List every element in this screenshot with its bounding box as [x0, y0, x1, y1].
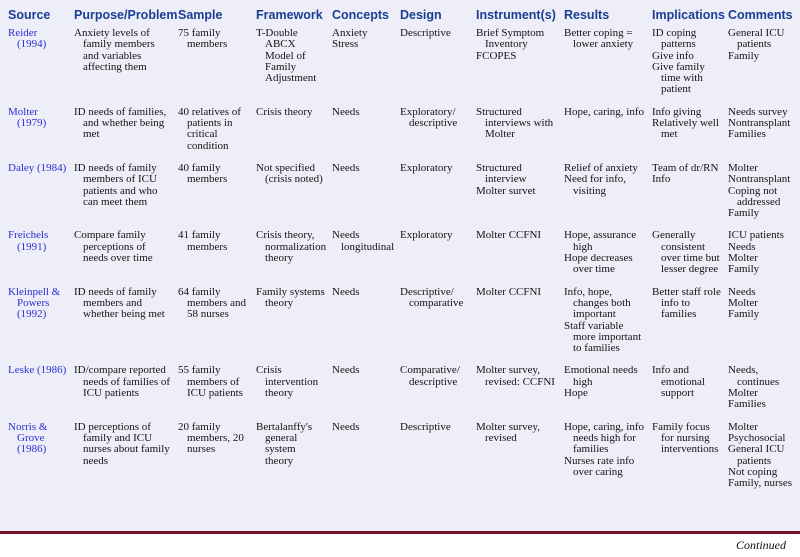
cell-purpose [74, 162, 178, 229]
cell-item: 55 family members of ICU patients [178, 364, 243, 400]
table-row [8, 229, 800, 285]
cell-item: Molter CCFNI [476, 229, 542, 242]
cell-results [564, 229, 652, 285]
cell-item: Needs longitudinal [332, 229, 395, 253]
cell-item: Needs, continues [728, 364, 780, 388]
cell-design [400, 364, 476, 420]
cell-source [8, 421, 74, 500]
cell-source [8, 364, 74, 420]
cell-item: Generally consistent over time but lesser degree [652, 229, 720, 276]
cell-framework [256, 27, 332, 106]
table-row [8, 162, 800, 229]
cell-item: Family focus for nursing interventions [652, 420, 719, 456]
cell-item: Team of dr/RN [652, 161, 719, 174]
cell-item: Molter CCFNI [476, 285, 542, 298]
source-citation-link[interactable]: Freichels (1991) [8, 229, 49, 253]
cell-instruments [476, 286, 564, 365]
cell-item: Better staff role info to families [652, 285, 721, 321]
cell-design [400, 286, 476, 365]
cell-design [400, 106, 476, 162]
cell-item: Needs [332, 105, 360, 118]
cell-comments [728, 27, 800, 106]
cell-item: Descriptive [400, 420, 451, 433]
cell-item: Descriptive/​comparative [400, 285, 464, 309]
cell-item: General ICU patients [728, 443, 785, 467]
cell-comments [728, 286, 800, 365]
cell-item: General ICU patients [728, 27, 785, 51]
cell-instruments [476, 27, 564, 106]
cell-item: Descriptive [400, 27, 451, 39]
cell-purpose [74, 229, 178, 285]
cell-item: Hope, caring, info needs high for families [564, 420, 645, 456]
cell-item: Family systems theory [256, 285, 325, 309]
column-header-source: Source [8, 8, 51, 22]
cell-item: Structured interview [476, 161, 527, 186]
cell-item: Nurses rate info over caring [564, 454, 635, 478]
cell-item: Brief Symptom Inventory [476, 27, 545, 51]
cell-item: 64 family members and 58 nurses [178, 285, 246, 321]
cell-implications [652, 421, 728, 500]
cell-item: Info giving [652, 105, 702, 118]
cell-item: Family [728, 308, 760, 321]
literature-review-table [8, 8, 800, 499]
cell-item: Molter [728, 161, 758, 174]
cell-item: Info [652, 173, 671, 186]
cell-item: Stress [332, 38, 359, 51]
cell-item: Anxiety levels of family members and variables affecting them [74, 27, 155, 73]
cell-item: Exploratory [400, 161, 453, 174]
cell-results [564, 364, 652, 420]
cell-item: Exploratory [400, 229, 453, 242]
cell-item: Bertalanffy's general system theory [256, 420, 313, 467]
cell-item: Psychosocial [728, 431, 786, 444]
cell-concepts [332, 364, 400, 420]
cell-sample [178, 106, 256, 162]
cell-item: Family [728, 49, 760, 62]
cell-item: Families [728, 398, 766, 411]
cell-item: Crisis theory [256, 105, 313, 118]
column-header-comments: Comments [728, 8, 793, 22]
table-row [8, 286, 800, 365]
cell-sample [178, 162, 256, 229]
column-header-instruments: Instrument(s) [476, 8, 556, 22]
cell-item: Needs [332, 161, 360, 174]
cell-item: Molter survey, revised [476, 420, 541, 444]
cell-item: Family, nurses [728, 477, 793, 490]
cell-item: Compare family perceptions of needs over time [74, 229, 153, 265]
cell-results [564, 106, 652, 162]
cell-item: Staff variable more important to families [564, 319, 642, 355]
cell-item: Anxiety [332, 27, 368, 39]
cell-purpose [74, 421, 178, 500]
cell-item: Crisis theory, normalization theory [256, 229, 327, 265]
cell-design [400, 27, 476, 106]
cell-source [8, 162, 74, 229]
source-citation-link[interactable]: Reider (1994) [8, 27, 47, 51]
table-row [8, 27, 800, 106]
cell-item: Molter survet [476, 184, 536, 197]
cell-purpose [74, 27, 178, 106]
source-citation-link[interactable]: Leske (1986) [8, 364, 67, 377]
cell-item: Coping not addressed [728, 184, 781, 208]
cell-item: 41 family members [178, 229, 228, 253]
cell-item: ICU patients [728, 229, 784, 242]
cell-framework [256, 229, 332, 285]
cell-item: Families [728, 128, 766, 141]
cell-purpose [74, 106, 178, 162]
cell-item: Comparative/​descriptive [400, 364, 460, 388]
cell-item: 40 family members [178, 161, 228, 186]
cell-item: 20 family members, 20 nurses [178, 420, 244, 456]
cell-instruments [476, 364, 564, 420]
cell-implications [652, 229, 728, 285]
cell-framework [256, 162, 332, 229]
cell-item: Hope, assurance high [564, 229, 637, 253]
cell-framework [256, 106, 332, 162]
cell-item: Hope, caring, info [564, 105, 645, 118]
column-header-framework: Framework [256, 8, 323, 22]
source-citation-link[interactable]: Norris & Grove (1986) [8, 420, 48, 456]
cell-sample [178, 364, 256, 420]
cell-sample [178, 229, 256, 285]
cell-item: ID needs of family members and whether being met [74, 285, 165, 321]
cell-design [400, 421, 476, 500]
column-header-concepts: Concepts [332, 8, 389, 22]
cell-item: Info and emotional support [652, 364, 705, 400]
cell-item: Give family time with patient [652, 60, 705, 96]
continued-label: Continued [736, 538, 786, 552]
cell-item: Need for info, visiting [564, 173, 627, 197]
cell-item: Needs survey [728, 105, 788, 118]
cell-item: 40 relatives of patients in critical condition [178, 105, 241, 152]
table-row [8, 364, 800, 420]
column-header-implications: Implications [652, 8, 725, 22]
cell-item: ID needs of family members of ICU patients and who can meet them [74, 161, 158, 208]
cell-item: Molter [728, 387, 758, 400]
cell-item: Hope decreases over time [564, 252, 633, 276]
cell-design [400, 162, 476, 229]
cell-framework [256, 286, 332, 365]
page-footer [0, 534, 800, 557]
cell-framework [256, 364, 332, 420]
cell-instruments [476, 229, 564, 285]
cell-source [8, 27, 74, 106]
cell-results [564, 421, 652, 500]
cell-item: Needs [728, 285, 756, 298]
cell-comments [728, 229, 800, 285]
table-header-row [8, 8, 800, 27]
cell-comments [728, 162, 800, 229]
cell-item: Better coping = lower anxiety [564, 27, 634, 51]
cell-item: Molter [728, 252, 758, 265]
cell-item: Molter survey, revised: CCFNI [476, 364, 555, 388]
column-header-sample: Sample [178, 8, 223, 22]
cell-item: Nontransplant [728, 117, 791, 130]
cell-implications [652, 364, 728, 420]
cell-concepts [332, 229, 400, 285]
cell-sample [178, 421, 256, 500]
cell-item: Family [728, 263, 760, 276]
cell-item: Molter [728, 420, 758, 433]
cell-item: Emotional needs high [564, 364, 638, 388]
cell-item: Relief of anxiety [564, 161, 638, 174]
cell-purpose [74, 286, 178, 365]
cell-item: Hope [564, 387, 588, 400]
cell-comments [728, 364, 800, 420]
table-row [8, 421, 800, 500]
cell-instruments [476, 162, 564, 229]
cell-item: Not specified (crisis noted) [256, 161, 323, 186]
cell-instruments [476, 421, 564, 500]
cell-implications [652, 286, 728, 365]
source-citation-link[interactable]: Daley (1984) [8, 161, 67, 174]
cell-results [564, 27, 652, 106]
cell-item: Family [728, 207, 760, 220]
cell-item: Info, hope, changes both important [564, 285, 631, 321]
cell-item: Structured interviews with Molter [476, 105, 554, 141]
cell-concepts [332, 162, 400, 229]
cell-source [8, 106, 74, 162]
cell-concepts [332, 286, 400, 365]
cell-sample [178, 286, 256, 365]
column-header-results: Results [564, 8, 610, 22]
cell-item: Needs [332, 364, 360, 377]
cell-item: 75 family members [178, 27, 228, 51]
source-citation-link[interactable]: Molter (1979) [8, 105, 47, 130]
cell-item: Needs [332, 285, 360, 298]
cell-item: ID needs of families, and whether being met [74, 105, 167, 141]
cell-comments [728, 421, 800, 500]
cell-framework [256, 421, 332, 500]
cell-item: Give info [652, 49, 694, 62]
cell-item: Needs [728, 240, 756, 253]
cell-sample [178, 27, 256, 106]
cell-item: Needs [332, 420, 360, 433]
cell-item: Exploratory/​descriptive [400, 105, 458, 130]
table-row [8, 106, 800, 162]
cell-item: Relatively well met [652, 117, 719, 141]
column-header-design: Design [400, 8, 442, 22]
cell-item: Nontransplant [728, 173, 791, 186]
column-header-purpose: Purpose/Problem [74, 8, 178, 22]
cell-implications [652, 27, 728, 106]
cell-concepts [332, 421, 400, 500]
cell-design [400, 229, 476, 285]
cell-results [564, 162, 652, 229]
cell-item: ID perceptions of family and ICU nurses about family needs [74, 420, 170, 467]
cell-implications [652, 106, 728, 162]
cell-implications [652, 162, 728, 229]
cell-source [8, 286, 74, 365]
cell-purpose [74, 364, 178, 420]
cell-source [8, 229, 74, 285]
cell-item: T-Double ABCX Model of Family Adjustment [256, 27, 317, 85]
cell-item: Crisis intervention theory [256, 364, 319, 400]
cell-comments [728, 106, 800, 162]
cell-concepts [332, 27, 400, 106]
cell-results [564, 286, 652, 365]
cell-concepts [332, 106, 400, 162]
cell-item: Molter [728, 296, 758, 309]
cell-item: FCOPES [476, 49, 517, 62]
cell-instruments [476, 106, 564, 162]
cell-item: Not coping [728, 465, 778, 478]
cell-item: ID/compare reported needs of families of ICU patients [74, 364, 171, 400]
cell-item: ID coping patterns [652, 27, 697, 51]
source-citation-link[interactable]: Kleinpell & Powers (1992) [8, 285, 61, 321]
